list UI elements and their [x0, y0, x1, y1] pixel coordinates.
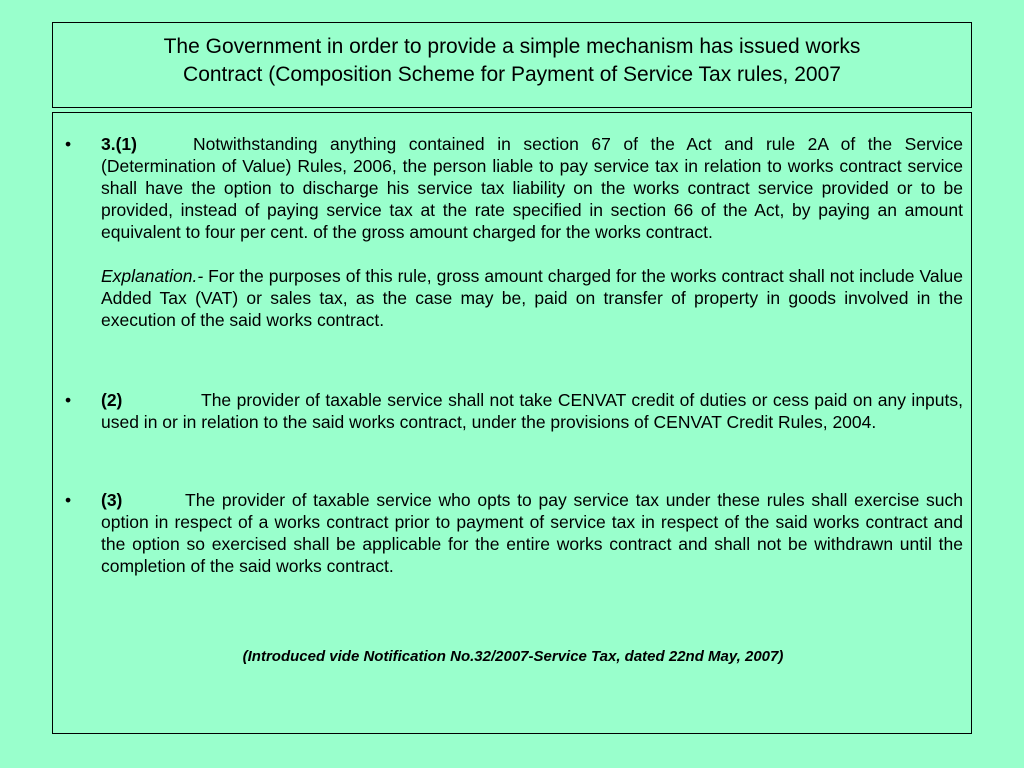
bullet-marker: • — [65, 490, 72, 510]
rule-2-paragraph — [101, 389, 963, 433]
rule-3-paragraph — [101, 489, 963, 577]
bullet-marker: • — [65, 134, 72, 154]
explanation-paragraph — [101, 265, 963, 331]
rule-number: (2) — [101, 390, 123, 410]
slide-title-box — [52, 22, 972, 108]
explanation-text: For the purposes of this rule, gross amount charged for the works contract shall not include Value Added Tax (VAT) or sales tax, as the case may be, paid on transfer of property in goods involved in the execution of the said works contract. — [101, 266, 963, 330]
notification-footnote: (Introduced vide Notification No.32/2007-Service Tax, dated 22nd May, 2007) — [242, 648, 784, 665]
rule-3-1-paragraph — [101, 133, 963, 331]
bullet-marker: • — [65, 390, 72, 410]
rule-text: The provider of taxable service shall not take CENVAT credit of duties or cess paid on any inputs, used in or in relation to the said works contract, under the provisions of CENVAT Credit Rules, 2004. — [101, 390, 963, 432]
slide-title-line-1: The Government in order to provide a simple mechanism has issued works — [163, 35, 861, 58]
rule-number: (3) — [101, 490, 123, 510]
rule-number: 3.(1) — [101, 134, 137, 154]
explanation-label: Explanation.- — [101, 266, 204, 286]
rule-text: Notwithstanding anything contained in section 67 of the Act and rule 2A of the Service (Determination of Value) Rules, 2006, the person liable to pay service tax in relation to works contract service shall have the option to discharge his service tax liability on the works contract service provided or to be provided, instead of paying service tax at the rate specified in section 66 of the Act, by paying an amount equivalent to four per cent. of the gross amount charged for the works contract. — [101, 134, 963, 242]
slide-content-box — [52, 112, 972, 734]
slide-title-line-2: Contract (Composition Scheme for Payment of Service Tax rules, 2007 — [183, 63, 841, 86]
rule-text: The provider of taxable service who opts to pay service tax under these rules shall exercise such option in respect of a works contract prior to payment of service tax in respect of the said works contract and the option so exercised shall be applicable for the entire works contract and shall not be withdrawn until the completion of the said works contract. — [101, 490, 963, 576]
